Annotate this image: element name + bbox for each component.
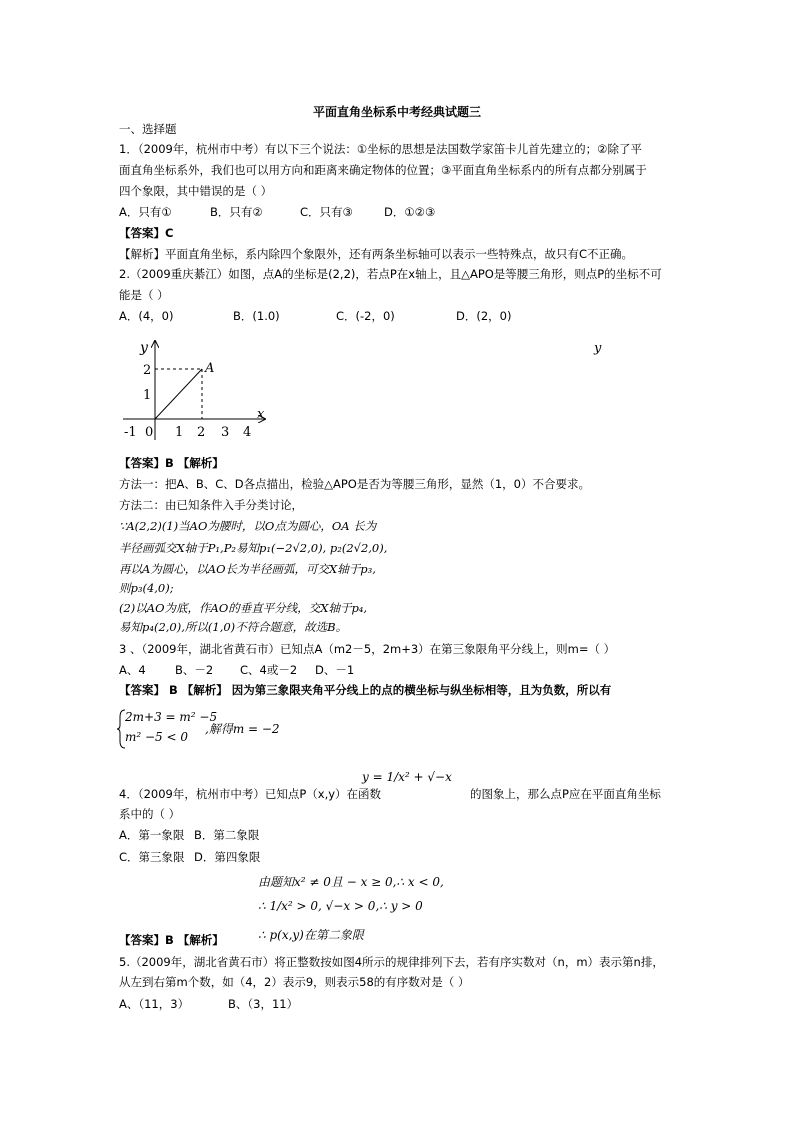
q2-solution-6: 易知p₄(2,0),所以(1,0)不符合题意，故选B。 [119, 620, 348, 634]
q2-method-1: 方法一：把A、B、C、D各点描出，检验△APO是否为等腰三角形，显然（1，0）不合要求。 [119, 477, 590, 491]
segment-oa [155, 369, 202, 419]
q4-option-d: D．第四象限 [194, 850, 261, 864]
section-heading: 一、选择题 [119, 122, 177, 136]
q4-solution-2: ∴ 1/x² > 0, √−x > 0,∴ y > 0 [258, 899, 423, 913]
q2-line-1: 2.（2009重庆綦江）如图，点A的坐标是(2,2)，若点P在x轴上，且△APO是等腰三角形，则点P的坐标不可 [119, 267, 662, 281]
page-title: 平面直角坐标系中考经典试题三 [312, 105, 481, 119]
q3-option-c: C、4或－2 [240, 663, 298, 677]
q2-option-c: C．(-2，0) [336, 309, 395, 323]
q4-line-1a: 4．（2009年，杭州市中考）已知点P（x,y）在函数 [119, 787, 382, 801]
q5-option-a: A、（11，3） [119, 997, 190, 1011]
q2-answer: 【答案】B 【解析】 [119, 456, 224, 470]
q2-method-2: 方法二：由已知条件入手分类讨论， [119, 498, 303, 512]
q5-line-2: 从左到右第m个数，如（4，2）表示9，则表示58的有序数对是（ ） [119, 975, 470, 989]
x-tick-1: 1 [175, 425, 184, 440]
q3-option-d: D、－1 [315, 663, 355, 677]
x-tick-0: 0 [145, 425, 154, 440]
point-a-label: A [205, 361, 215, 376]
q4-line-2: 系中的（ ） [119, 807, 181, 821]
coordinate-figure [115, 336, 275, 446]
q4-solution-1: 由题知x² ≠ 0且 − x ≥ 0,∴ x < 0, [258, 875, 444, 889]
q1-option-a: A．只有① [119, 205, 172, 219]
q4-line-1b: 的图象上，那么点P应在平面直角坐标 [470, 787, 661, 801]
q3-line: 3 、（2009年，湖北省黄石市）已知点A（m2－5，2m+3）在第三象限角平分线上，则m=（ ） [119, 642, 616, 656]
x-axis-label: x [257, 407, 265, 422]
q3-option-b: B、－2 [175, 663, 214, 677]
q2-solution-2: 半径画弧交X轴于P₁,P₂易知p₁(−2√2,0), p₂(2√2,0), [119, 541, 388, 555]
x-tick-4: 4 [243, 425, 252, 440]
q3-result: ,解得m = −2 [205, 722, 280, 736]
q5-line-1: 5.（2009年，湖北省黄石市）将正整数按如图4所示的规律排列下去，若有序实数对（n，m）表示第n排， [119, 955, 664, 969]
q3-system-eq-2: m² −5 < 0 [125, 730, 189, 744]
q3-answer: 【答案】 B 【解析】 因为第三象限夹角平分线上的点的横坐标与纵坐标相等，且为负数，所以有 [119, 683, 612, 697]
x-tick-neg1: -1 [124, 425, 137, 440]
q1-line-1: 1．（2009年，杭州市中考）有以下三个说法：①坐标的思想是法国数学家笛卡儿首先建立的；②除了平 [119, 142, 642, 156]
q2-solution-4: 则p₃(4,0); [119, 581, 174, 595]
q3-option-a: A、4 [119, 663, 146, 677]
q1-analysis: 【解析】平面直角坐标，系内除四个象限外，还有两条坐标轴可以表示一些特殊点，故只有C不正确。 [119, 247, 634, 261]
y-tick-2: 2 [143, 363, 152, 378]
q4-formula: y = 1/x² + √−x [362, 770, 452, 784]
q2-option-d: D．(2，0) [456, 309, 512, 323]
q3-system-eq-1: 2m+3 = m² −5 [125, 710, 218, 724]
q4-option-b: B．第二象限 [194, 828, 260, 842]
q2-option-b: B．(1.0) [233, 309, 280, 323]
x-tick-3: 3 [221, 425, 230, 440]
q2-line-2: 能是（ ） [119, 288, 169, 302]
q5-option-b: B、（3，11） [228, 997, 299, 1011]
q4-option-a: A．第一象限 [119, 828, 185, 842]
q1-option-d: D．①②③ [384, 205, 436, 219]
q1-option-c: C．只有③ [300, 205, 353, 219]
stray-y-label: y [594, 341, 602, 356]
q4-solution-3: ∴ p(x,y)在第二象限 [258, 928, 364, 942]
y-axis-label: y [140, 340, 148, 356]
q2-solution-3: 再以A为圆心，以AO长为半径画弧，可交X轴于p₃, [119, 562, 376, 576]
q2-solution-5: (2)以AO为底，作AO的垂直平分线，交X轴于p₄, [119, 601, 368, 615]
x-tick-2: 2 [197, 425, 206, 440]
q1-line-3: 四个象限，其中错误的是（ ） [119, 184, 273, 198]
q2-solution-1: ∵A(2,2)(1)当AO为腰时，以O点为圆心，OA 长为 [119, 519, 377, 533]
y-tick-1: 1 [143, 388, 152, 403]
q2-option-a: A．(4，0) [119, 309, 174, 323]
q1-answer: 【答案】C [119, 226, 174, 240]
q1-line-2: 面直角坐标系外，我们也可以用方向和距离来确定物体的位置；③平面直角坐标系内的所有点都分别属于 [119, 163, 647, 177]
q4-option-c: C．第三象限 [119, 850, 185, 864]
q4-answer: 【答案】B 【解析】 [119, 933, 224, 947]
q1-option-b: B．只有② [210, 205, 263, 219]
